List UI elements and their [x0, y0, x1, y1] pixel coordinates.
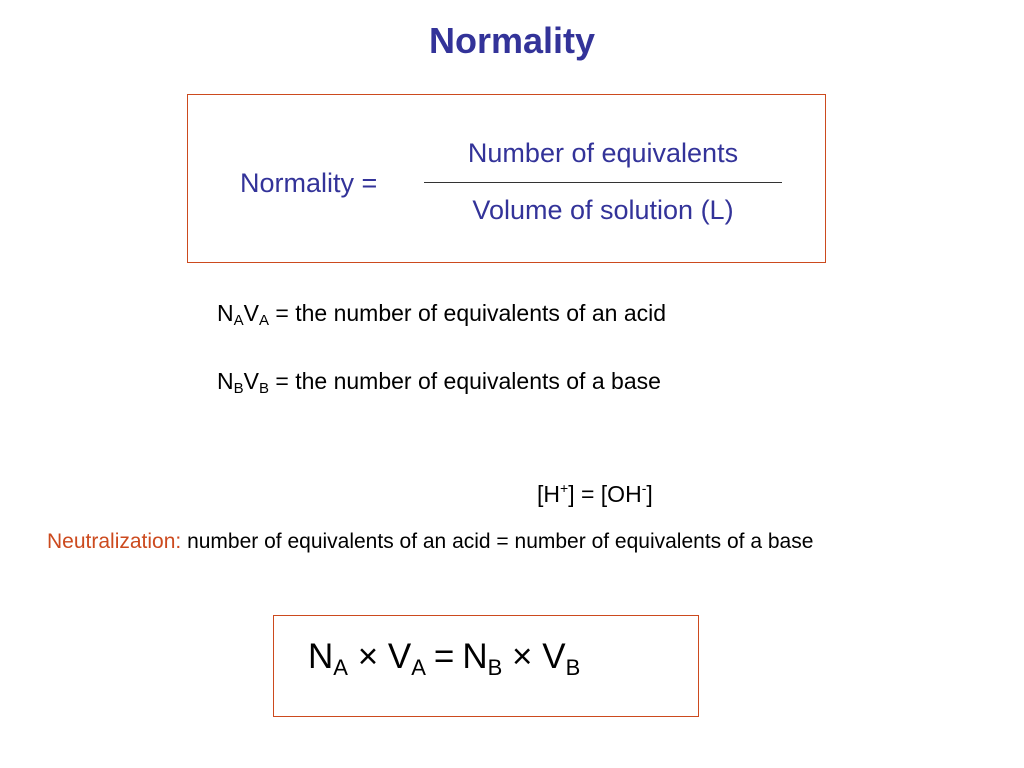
final-equals: = — [433, 637, 455, 676]
neutralization-text: number of equivalents of an acid = number of equivalents of a base — [181, 530, 814, 553]
formula-denominator: Volume of solution (L) — [472, 195, 734, 225]
final-vb-subscript: B — [565, 655, 581, 680]
base-v-subscript: B — [258, 380, 269, 397]
final-equation — [308, 637, 581, 680]
page-title: Normality — [428, 20, 596, 61]
formula-lhs: Normality = — [240, 168, 378, 198]
acid-n: N — [217, 300, 234, 326]
neutralization-line — [47, 530, 813, 554]
final-na: N — [308, 637, 334, 676]
final-nb: N — [462, 637, 488, 676]
h-charge: + — [560, 480, 569, 496]
acid-equivalents-line — [217, 300, 666, 327]
fraction-bar — [424, 182, 782, 183]
ion-close: ] — [646, 481, 653, 507]
final-vb: V — [542, 637, 566, 676]
neutralization-label: Neutralization: — [47, 530, 182, 553]
acid-line-text: = the number of equivalents of an acid — [269, 300, 667, 326]
base-equivalents-line — [217, 368, 661, 395]
base-v: V — [243, 368, 259, 394]
base-line-text: = the number of equivalents of a base — [269, 368, 661, 394]
final-va-subscript: A — [411, 655, 426, 680]
base-n: N — [217, 368, 234, 394]
acid-v: V — [243, 300, 259, 326]
final-times-1: × — [347, 637, 388, 676]
final-na-subscript: A — [333, 655, 348, 680]
acid-n-subscript: A — [233, 312, 244, 329]
final-times-2: × — [502, 637, 543, 676]
oh-charge: - — [641, 480, 647, 496]
final-nb-subscript: B — [487, 655, 503, 680]
acid-v-subscript: A — [258, 312, 269, 329]
base-n-subscript: B — [233, 380, 244, 397]
ion-open: [H — [537, 481, 560, 507]
ion-mid: ] = [OH — [568, 481, 642, 507]
formula-numerator: Number of equivalents — [467, 138, 739, 168]
ion-equality-line — [537, 481, 653, 508]
final-va: V — [387, 637, 412, 676]
